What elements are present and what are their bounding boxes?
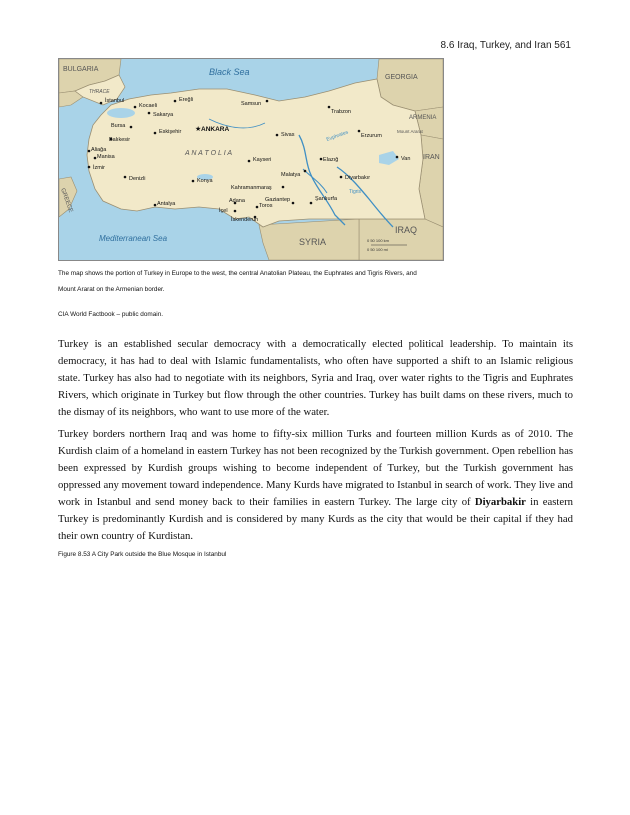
city-sivas: Sivas [281,132,295,138]
city-dot [148,112,151,115]
city-kayseri: Kayseri [253,157,272,163]
city-dot [234,210,237,213]
city-dot [282,186,285,189]
city-izmir: İzmir [93,165,105,171]
city-antalya: Antalya [157,201,176,207]
city-erzurum: Erzurum [361,133,382,139]
city-gaziantep: Gaziantep [265,197,291,203]
city-dot [396,156,399,159]
para2-text-before: Turkey borders northern Iraq and was home to fifty-six million Turks and fourteen million Kurds as of 2010. The Kurdish claim of a homeland in eastern Turkey has not been recognized by the Turkish government. Open rebellion has been expressed by Kurdish groups wishing to become independent of Turkey, but the Turkish government has oppressed any movement toward independence. Many Kurds have migrated to Istanbul in search of work. They live and work in Istanbul and send money back to their families in eastern Turkey. The large city of [58,428,573,508]
city-dot [88,166,91,169]
label-anatolia: A N A T O L I A [185,150,233,157]
city-dot [134,106,137,109]
city-dot [256,206,259,209]
map-caption-line1: The map shows the portion of Turkey in Europe to the west, the central Anatolian Plateau, the Euphrates and Tigris Rivers, and [58,270,417,277]
label-greece: GREECE [59,187,74,214]
city-elazig: Elazığ [323,157,339,163]
city-van: Van [401,156,411,162]
city-sakarya: Sakarya [153,112,174,118]
running-head: 8.6 Iraq, Turkey, and Iran 561 [440,40,571,51]
city-diyarbakir: Diyarbakır [345,175,371,181]
city-iskenderun: İskenderun [231,217,259,223]
city-dot [358,130,361,133]
city-ankara: ANKARA [201,126,230,133]
city-istanbul: İstanbul [105,98,125,104]
city-kahramanmaras: Kahramanmaraş [231,185,272,191]
city-dot [100,102,103,105]
city-denizli: Denizli [129,176,146,182]
city-eskisehir: Eskişehir [159,129,182,135]
city-dot [130,126,133,129]
city-sanliurfa: Şanlıurfa [315,196,338,202]
city-adana: Adana [229,198,245,204]
city-dot [88,150,91,153]
para2-text-after: in eastern Turkey is predominantly Kurdish and is considered by many Kurds as the city that would be their capital if they had their own country of Kurdistan. [58,496,574,542]
body-paragraph-1: Turkey is an established secular democracy with a democratically elected political leadership. To maintain its democracy, it has had to deal with Islamic fundamentalists, who often have supported a shift to an Islamic religious state. Turkey has also had to negotiate with its neighbors, Syria and Iraq, over water rights to the Tigris and Euphrates Rivers, which originate in Turkey but flow through the other countries. Turkey has built dams on these rivers, much to the dismay of its neighbors, who want to use more of the water. [58,338,573,418]
city-manisa: Manisa [97,154,115,160]
city-dot [94,157,97,160]
body-paragraph-2 [58,426,573,545]
city-dot [192,180,195,183]
figure-caption: Figure 8.53 A City Park outside the Blue Mosque in Istanbul [58,551,227,558]
city-dot [304,170,307,173]
label-black-sea: Black Sea [209,67,250,77]
city-toros: Toros [259,203,273,209]
city-samsun: Samsun [241,101,262,107]
city-dot [276,134,279,137]
diyarbakir-bold: Diyarbakir [474,496,526,508]
city-bursa: Bursa [111,123,126,129]
label-armenia: ARMENIA [409,115,437,121]
map-caption [58,267,578,296]
city-dot [124,176,127,179]
label-ararat: Mount Ararat [397,129,423,134]
scale-mi: 0 50 100 mi [367,247,388,252]
city-dot [174,100,177,103]
city-aliaga: Aliağa [91,147,107,153]
capital-star-icon: ★ [195,126,202,133]
city-balikesir: Balıkesir [109,137,131,143]
map-svg [59,59,443,260]
city-dot [310,202,313,205]
map-credit: CIA World Factbook – public domain. [58,311,164,318]
label-euphrates: Euphrates [325,129,350,143]
city-malatya: Malatya [281,172,301,178]
label-tigris: Tigris [349,189,362,195]
marmara-sea [107,108,135,118]
city-trabzon: Trabzon [331,109,351,115]
city-dot [328,106,331,109]
label-mediterranean: Mediterranean Sea [99,234,168,243]
label-iraq: IRAQ [395,225,418,235]
turkey-map [58,58,444,261]
label-bulgaria: BULGARIA [63,66,99,73]
city-dot [340,176,343,179]
scale-km: 0 50 100 km [367,238,390,243]
city-dot [154,204,157,207]
city-dot [266,100,269,103]
city-dot [248,160,251,163]
label-syria: SYRIA [299,237,327,247]
map-caption-line2: Mount Ararat on the Armenian border. [58,286,165,293]
label-thrace: THRACE [89,89,110,95]
city-dot [320,158,323,161]
city-dot [292,202,295,205]
label-georgia: GEORGIA [385,74,418,81]
city-dot [154,132,157,135]
city-konya: Konya [197,178,213,184]
label-iran: IRAN [423,154,440,161]
city-eregli: Ereğli [179,97,194,103]
city-icel: İçel [219,208,228,214]
city-kocaeli: Kocaeli [139,103,158,109]
